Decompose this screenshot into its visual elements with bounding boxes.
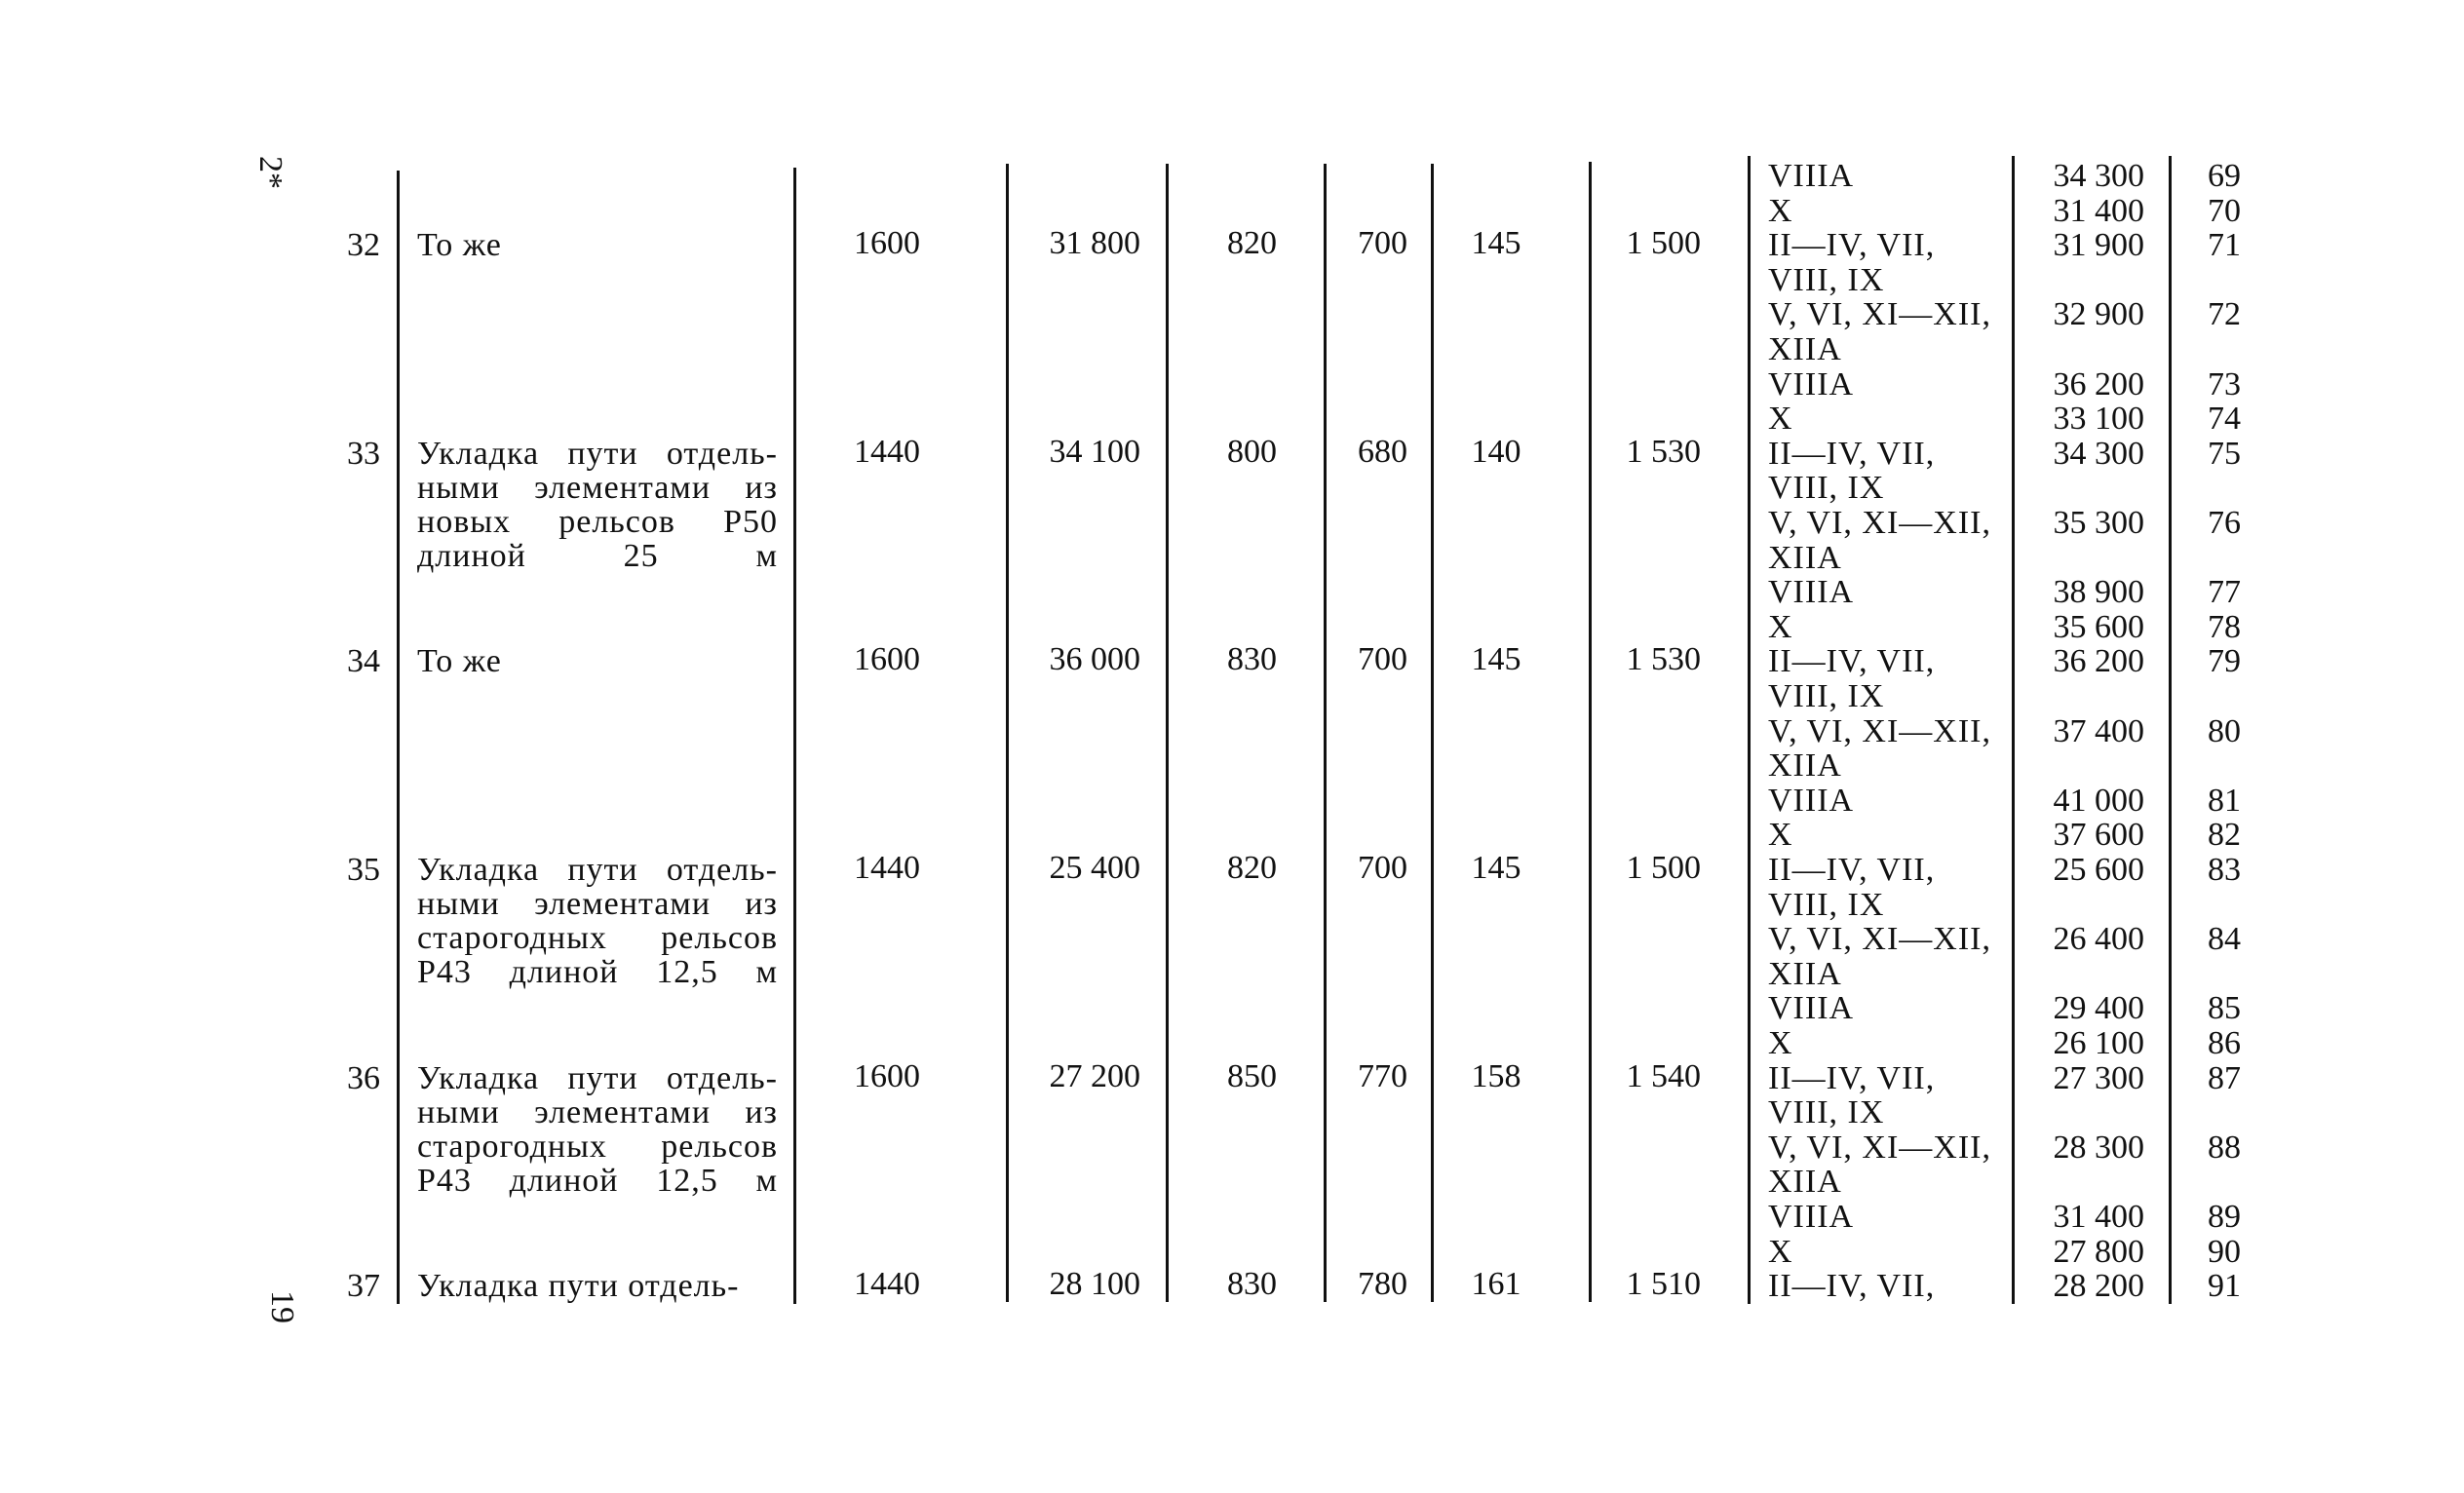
column-rule (1166, 164, 1169, 1302)
zone-cell: XIIA (1768, 331, 1842, 367)
description-line: То же (417, 643, 502, 680)
zone-cell: X (1768, 1233, 1793, 1270)
value-cell-c7: 1 530 (1626, 641, 1701, 678)
column-rule (1431, 164, 1434, 1302)
description-line: ными элементами из (417, 1093, 778, 1130)
line-number-cell: 78 (2208, 608, 2241, 645)
zone-cell: VIIIA (1768, 1199, 1855, 1235)
zone-cell: VIIIA (1768, 990, 1855, 1027)
line-number-cell: 79 (2208, 643, 2241, 680)
column-rule (793, 168, 796, 1304)
value-cell-c4: 850 (1227, 1057, 1277, 1094)
column-rule (2169, 156, 2172, 1304)
price-cell: 34 300 (2053, 158, 2144, 194)
value-cell-c2: 1440 (854, 850, 920, 886)
row-description (417, 1269, 778, 1303)
column-rule (397, 171, 400, 1304)
column-rule (1748, 156, 1751, 1304)
value-cell-c5: 700 (1358, 225, 1407, 262)
price-cell: 26 100 (2053, 1025, 2144, 1061)
price-cell: 31 400 (2053, 192, 2144, 229)
value-cell-c3: 27 200 (1049, 1057, 1140, 1094)
line-number-cell: 73 (2208, 365, 2241, 402)
zone-cell: V, VI, XI—XII, (1768, 712, 1992, 749)
line-number-cell: 86 (2208, 1025, 2241, 1061)
price-cell: 28 300 (2053, 1129, 2144, 1166)
value-cell-c2: 1600 (854, 225, 920, 262)
line-number-cell: 81 (2208, 782, 2241, 819)
description-line: Р43 длиной 12,5 м (417, 1162, 778, 1199)
value-cell-c5: 700 (1358, 850, 1407, 886)
price-cell: 25 600 (2053, 852, 2144, 888)
value-cell-c4: 820 (1227, 850, 1277, 886)
zone-cell: II—IV, VII, (1768, 227, 1936, 264)
price-cell: 38 900 (2053, 574, 2144, 611)
value-cell-c3: 36 000 (1049, 641, 1140, 678)
zone-cell: V, VI, XI—XII, (1768, 296, 1992, 333)
description-line: Укладка пути отдель- (417, 852, 778, 888)
line-number-cell: 70 (2208, 192, 2241, 229)
zone-cell: X (1768, 608, 1793, 645)
zone-cell: VIII, IX (1768, 1094, 1885, 1131)
zone-cell: VIIIA (1768, 365, 1855, 402)
row-id: 35 (347, 852, 380, 888)
value-cell-c3: 34 100 (1049, 433, 1140, 470)
zone-cell: VIII, IX (1768, 886, 1885, 923)
value-cell-c2: 1440 (854, 433, 920, 470)
description-line: ными элементами из (417, 469, 778, 506)
line-number-cell: 91 (2208, 1268, 2241, 1305)
value-cell-c5: 680 (1358, 433, 1407, 470)
line-number-cell: 76 (2208, 505, 2241, 541)
zone-cell: X (1768, 401, 1793, 438)
zone-cell: II—IV, VII, (1768, 435, 1936, 472)
value-cell-c7: 1 500 (1626, 225, 1701, 262)
line-number-cell: 87 (2208, 1059, 2241, 1096)
line-number-cell: 75 (2208, 435, 2241, 472)
zone-cell: VIIIA (1768, 158, 1855, 194)
column-rule (1006, 164, 1009, 1302)
row-description (417, 853, 778, 989)
price-cell: 35 600 (2053, 608, 2144, 645)
row-description (417, 437, 778, 573)
row-description (417, 644, 778, 678)
value-cell-c7: 1 540 (1626, 1057, 1701, 1094)
value-cell-c5: 780 (1358, 1266, 1407, 1303)
value-cell-c2: 1600 (854, 641, 920, 678)
zone-cell: X (1768, 817, 1793, 854)
zone-cell: X (1768, 192, 1793, 229)
price-cell: 27 300 (2053, 1059, 2144, 1096)
price-cell: 26 400 (2053, 921, 2144, 958)
zone-cell: X (1768, 1025, 1793, 1061)
zone-cell: XIIA (1768, 539, 1842, 576)
description-line: Укладка пути отдель- (417, 1059, 778, 1096)
description-line: ными элементами из (417, 886, 778, 922)
zone-cell: V, VI, XI—XII, (1768, 505, 1992, 541)
line-number-cell: 90 (2208, 1233, 2241, 1270)
row-id: 34 (347, 643, 380, 680)
value-cell-c6: 145 (1471, 641, 1521, 678)
line-number-cell: 80 (2208, 712, 2241, 749)
description-line: Р43 длиной 12,5 м (417, 954, 778, 990)
line-number-cell: 71 (2208, 227, 2241, 264)
value-cell-c3: 25 400 (1049, 850, 1140, 886)
value-cell-c7: 1 500 (1626, 850, 1701, 886)
value-cell-c5: 770 (1358, 1057, 1407, 1094)
column-rule (2012, 156, 2015, 1304)
column-rule (1324, 164, 1327, 1302)
description-line: Укладка пути отдель- (417, 435, 778, 472)
column-rule (1589, 162, 1592, 1302)
line-number-cell: 72 (2208, 296, 2241, 333)
price-cell: 36 200 (2053, 643, 2144, 680)
row-description (417, 1061, 778, 1198)
value-cell-c3: 28 100 (1049, 1266, 1140, 1303)
description-line: длиной 25 м (417, 537, 778, 574)
value-cell-c6: 145 (1471, 850, 1521, 886)
value-cell-c4: 820 (1227, 225, 1277, 262)
price-cell: 31 900 (2053, 227, 2144, 264)
description-line: новых рельсов Р50 (417, 503, 778, 540)
row-id: 33 (347, 435, 380, 472)
value-cell-c7: 1 530 (1626, 433, 1701, 470)
zone-cell: II—IV, VII, (1768, 1268, 1936, 1305)
description-line: То же (417, 227, 502, 264)
zone-cell: VIIIA (1768, 574, 1855, 611)
value-cell-c4: 830 (1227, 641, 1277, 678)
price-cell: 32 900 (2053, 296, 2144, 333)
zone-cell: XIIA (1768, 1164, 1842, 1201)
zone-cell: II—IV, VII, (1768, 643, 1936, 680)
price-cell: 28 200 (2053, 1268, 2144, 1305)
row-id: 36 (347, 1059, 380, 1096)
zone-cell: II—IV, VII, (1768, 1059, 1936, 1096)
value-cell-c2: 1600 (854, 1057, 920, 1094)
price-cell: 41 000 (2053, 782, 2144, 819)
line-number-cell: 89 (2208, 1199, 2241, 1235)
line-number-cell: 74 (2208, 401, 2241, 438)
price-cell: 27 800 (2053, 1233, 2144, 1270)
row-id: 32 (347, 227, 380, 264)
zone-cell: II—IV, VII, (1768, 852, 1936, 888)
line-number-cell: 83 (2208, 852, 2241, 888)
value-cell-c3: 31 800 (1049, 225, 1140, 262)
value-cell-c6: 140 (1471, 433, 1521, 470)
value-cell-c2: 1440 (854, 1266, 920, 1303)
description-line: старогодных рельсов (417, 1128, 778, 1165)
value-cell-c7: 1 510 (1626, 1266, 1701, 1303)
price-cell: 37 600 (2053, 817, 2144, 854)
row-id: 37 (347, 1268, 380, 1305)
value-cell-c6: 145 (1471, 225, 1521, 262)
zone-cell: VIII, IX (1768, 470, 1885, 507)
zone-cell: VIII, IX (1768, 261, 1885, 298)
line-number-cell: 77 (2208, 574, 2241, 611)
line-number-cell: 88 (2208, 1129, 2241, 1166)
zone-cell: VIII, IX (1768, 678, 1885, 714)
price-cell: 37 400 (2053, 712, 2144, 749)
price-cell: 35 300 (2053, 505, 2144, 541)
sheet-mark: 2* (252, 156, 289, 189)
price-cell: 31 400 (2053, 1199, 2144, 1235)
row-description (417, 228, 778, 262)
line-number-cell: 69 (2208, 158, 2241, 194)
description-line: старогодных рельсов (417, 920, 778, 956)
value-cell-c4: 830 (1227, 1266, 1277, 1303)
line-number-cell: 82 (2208, 817, 2241, 854)
value-cell-c6: 158 (1471, 1057, 1521, 1094)
page-number: 19 (264, 1290, 300, 1323)
zone-cell: VIIIA (1768, 782, 1855, 819)
zone-cell: XIIA (1768, 747, 1842, 785)
price-cell: 34 300 (2053, 435, 2144, 472)
value-cell-c6: 161 (1471, 1266, 1521, 1303)
line-number-cell: 85 (2208, 990, 2241, 1027)
zone-cell: XIIA (1768, 955, 1842, 992)
value-cell-c4: 800 (1227, 433, 1277, 470)
price-cell: 33 100 (2053, 401, 2144, 438)
zone-cell: V, VI, XI—XII, (1768, 921, 1992, 958)
value-cell-c5: 700 (1358, 641, 1407, 678)
description-line: Укладка пути отдель- (417, 1268, 740, 1305)
price-cell: 29 400 (2053, 990, 2144, 1027)
price-cell: 36 200 (2053, 365, 2144, 402)
line-number-cell: 84 (2208, 921, 2241, 958)
zone-cell: V, VI, XI—XII, (1768, 1129, 1992, 1166)
